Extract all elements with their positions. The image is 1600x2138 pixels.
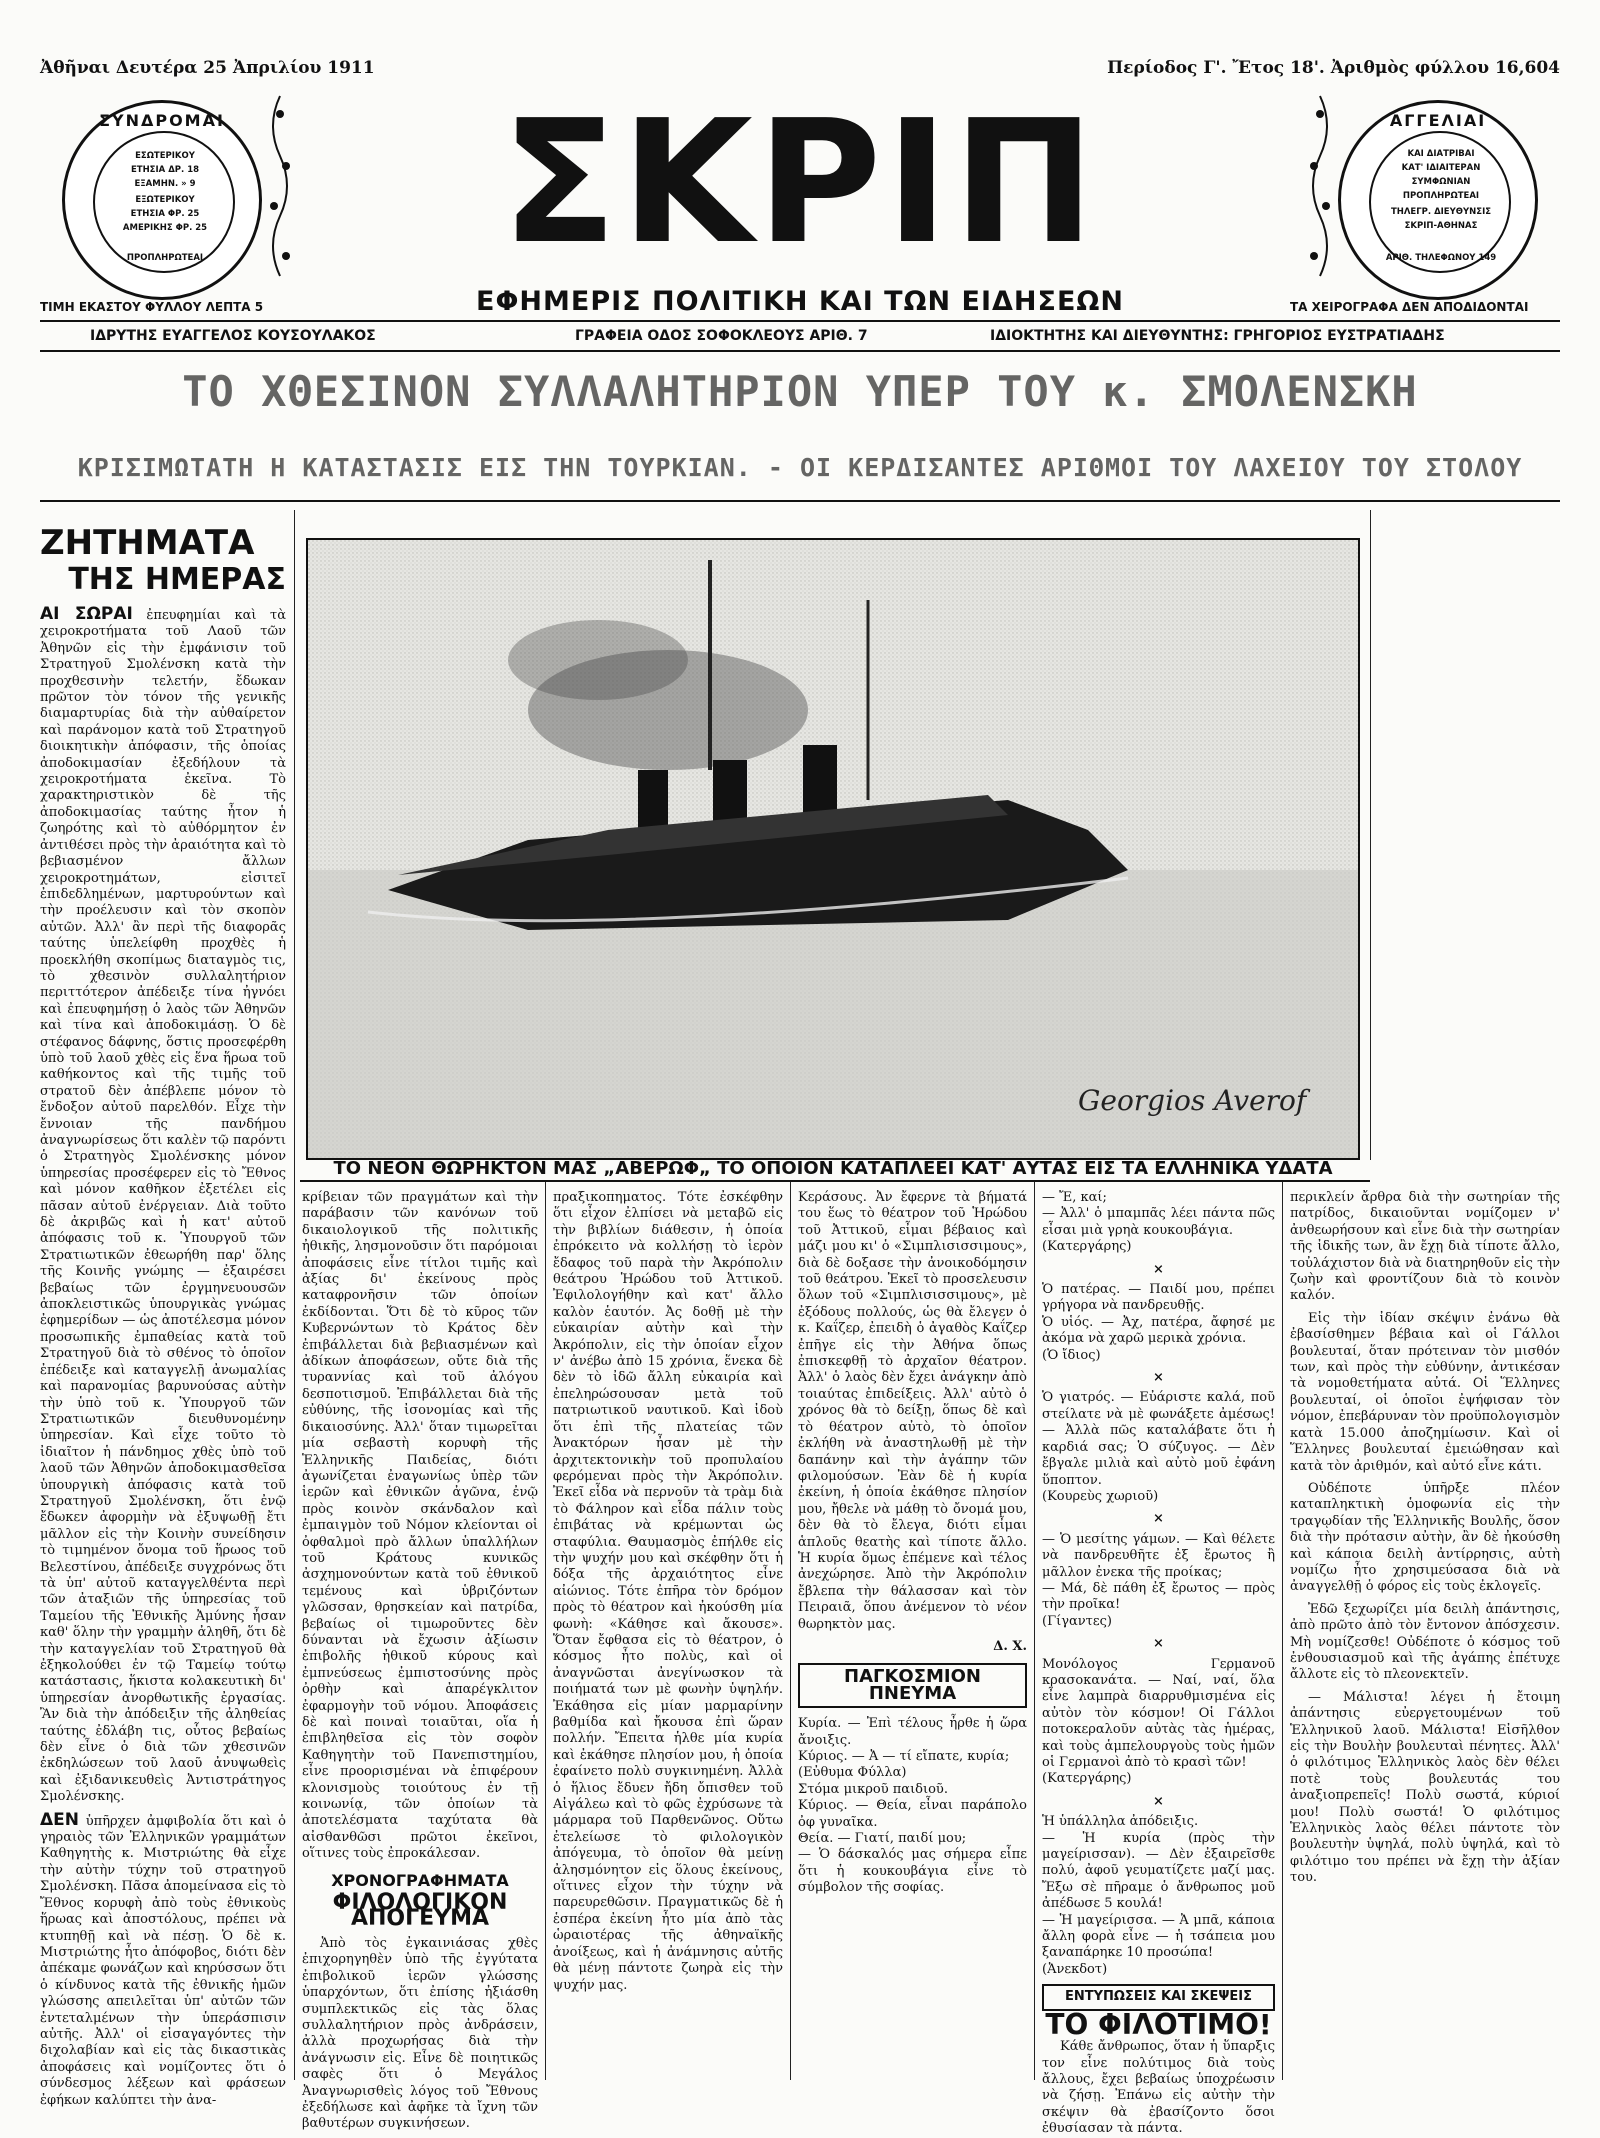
lead-word: ΑΙ ΣΩΡΑΙ — [40, 604, 133, 624]
newspaper-subtitle: ΕΦΗΜΕΡΙΣ ΠΟΛΙΤΙΚΗ ΚΑΙ ΤΩΝ ΕΙΔΗΣΕΩΝ — [476, 286, 1124, 317]
seal-line: ΑΜΕΡΙΚΗΣ ΦΡ. 25 — [122, 223, 208, 233]
article-paragraph: — Μάλιστα! λέγει ἡ ἔτοιμη ἀπάντησις εὐεργετουμένων τοῦ Ἑλληνικοῦ λαοῦ. Μάλιστα! Εἰσῆλθον εἰς τὴν Βουλὴν βουλευταὶ πένητες. Ἀλλ' ὁ φιλότιμος Ἑλληνικὸς λαὸς δὲν θέλει ποτὲ τοὺς βουλευτάς του ἀναξιοπρεπεῖς! Πολὺ σωστά, κύριοί μου! Πολὺ σωστά! Ὁ φιλότιμος Ἑλληνικὸς λαὸς θέλει πάντοτε τὸν βουλευτὴν ὑψηλά, πολὺ ὑψηλά, καὶ τὸ φιλότιμο του πρέπει νὰ ἔχῃ τὴν ἀξίαν του. — [1290, 1689, 1560, 1886]
section-heading: ΠΑΓΚΟΣΜΙΟΝ ΠΝΕΥΜΑ — [798, 1663, 1027, 1708]
column-five — [1042, 1190, 1275, 2137]
seal-line: ΚΑΙ ΔΙΑΤΡΙΒΑΙ — [1407, 149, 1475, 159]
article-paragraph: Κεράσους. Ἀν ἔφερνε τὰ βήματά του ἕως τὸ θέατρον τοῦ Ἡρώδου τοῦ Ἀττικοῦ, εἶμαι βέβαιος καὶ μάζι μου κι' ὁ «Σιμπλισισσιμους», διὰ δὲ δοξασε τὴν ἀνοικοδόμησιν τοῦ θεάτρου. Ἐκεῖ τὸ προσελευσιν ὅλων τοῦ «Σιμπλισισσιμους», μὲ ἐξόδους πολλούς, ὡς θὰ ἔλεγεν ὁ κ. Καΐζερ, ἐπειδὴ ὁ ἀγαθὸς Καΐζερ ἐπῆγε εἰς τὴν Ἀθήνα ὅπως ἐπισκεφθῇ τὸ ἀρχαῖον θέατρον. Ἀλλ' ὁ λαὸς δὲν ἔχει ἀνάγκην ἀπὸ τοιαύτας ἐπιδείξεις. Ἀλλ' αὐτὸ ὁ χρόνος θὰ τὸ δείξῃ, ὅπως δὲ καὶ τὸ θέατρον αὐτὸ, τὸ ὁποῖον ἐκλήθη νὰ ἀναστηλωθῇ μὲ τὴν δαπάνην καὶ τὴν ἀγάπην τῶν φιλομούσων. Ἐὰν δὲ ἡ κυρία ἐκείνη, ἡ ὁποία ἐκάθησε πλησίον μου, ἤθελε νὰ μάθῃ τὸ ὄνομά μου, δὲν θὰ τὸ ἔλεγα, διότι εἶμαι ἁπλοῦς θεατὴς καὶ τίποτε ἄλλο. Ἡ κυρία ὅμως ἐπέμενε καὶ τέλος ἀνεχώρησε. Ἀπὸ τὴν Ἀκρόπολιν ἔβλεπα τὴν θάλασσαν καὶ τὸν Πειραιᾶ, ὅπου ἀνέμενον τὸ νέον θωρηκτὸν μας. — [798, 1190, 1027, 1632]
article-signature: Δ. Χ. — [993, 1638, 1027, 1654]
separator-mark: × — [1153, 1261, 1164, 1277]
banner-subheadline: ΚΡΙΣΙΜΩΤΑΤΗ Η ΚΑΤΑΣΤΑΣΙΣ ΕΙΣ ΤΗΝ ΤΟΥΡΚΙΑΝ. - ΟΙ ΚΕΡΔΙΣΑΝΤΕΣ ΑΡΙΘΜΟΙ ΤΟΥ ΛΑΧΕΙΟΥ ΤΟΥ ΣΤΟΛΟΥ — [77, 453, 1523, 482]
ornament-vine-right — [1304, 96, 1336, 276]
joke-paragraph: — Ὁ μεσίτης γάμων. — Καὶ θέλετε νὰ πανδρευθῆτε ἐξ ἔρωτος ἢ μᾶλλον ἐνεκα τῆς προίκας; — Μά, δὲ πάθη ἐξ ἔρωτος — πρὸς τὴν προῖκα! (Γίγαντες) — [1042, 1531, 1275, 1629]
separator-mark: × — [1153, 1511, 1164, 1527]
joke-paragraph: Ὁ πατέρας. — Παιδί μου, πρέπει γρήγορα νὰ πανδρευθῇς. Ὁ υἱός. — Ἀχ, πατέρα, ἄφησέ με ἀκόμα νὰ χαρῶ μερικὰ χρόνια. (Ὁ ἴδιος) — [1042, 1282, 1275, 1363]
column-rule — [1282, 1182, 1283, 2080]
seal-line: ΑΡΙΘ. ΤΗΛΕΦΩΝΟΥ 149 — [1385, 253, 1497, 263]
column-rule — [1034, 1182, 1035, 2080]
seal-title: ΑΓΓΕΛΙΑΙ — [1389, 111, 1487, 130]
article-paragraph: πραξικοπηματος. Τότε ἐσκέφθην ὅτι εἶχον ἐλπίσει νὰ μεταβῶ εἰς τὴν βιβλίων διάθεσιν, ἡ ὁποία ἐπρόκειτο νὰ κολλήσῃ τὸ ἱερὸν ἔδαφος τοῦ παρὰ τὴν Ἀκρόπολιν θεάτρου Ἡρώδου τοῦ Ἀττικοῦ. Ἐφιλολογήθην καὶ κατ' ἄλλο καλὸν ἑαυτόν. Ἀς δοθῇ μὲ τὴν εὐκαιρίαν αὐτὴν καὶ τὴν Ἀκρόπολιν, εἰς τὴν ὁποίαν εἶχον ν' ἀνέβω ἀπὸ 15 χρόνια, ἕνεκα δὲ δὲν τὸ ἰδῶ ἄλλη εὐκαιρία καὶ ἐπεληρώσουσαν μετὰ τοῦ πατριωτικοῦ ναυτικοῦ. Καὶ ἰδοὺ ὅτι ἐπὶ τῆς πλατείας τῶν Ἀνακτόρων ἦσαν μὲ τὴν ἀρχιτεκτονικὴν τοῦ προπυλαίου φερόμεναι πρὸς τὴν Ἀκρόπολιν. Ἐκεῖ εἶδα νὰ περνοῦν τὰ τρὰμ διὰ τὸ Φάληρον καὶ εἶδα πάλιν τοὺς ἐπιβάτας νὰ κρέμωνται ὡς σταφύλια. Θαυμασμὸς ἐπήλθε εἰς τὴν ψυχήν μου καὶ σκέφθην ὅτι ἡ δόξα τῆς ἀρχαιότητος εἶνε αἰώνιος. Τότε ἐπῆρα τὸν δρόμον πρὸς τὸ θέατρον καὶ ἠκούσθη μία φωνὴ: «Κάθησε καὶ ἄκουσε». Ὅταν ἔφθασα εἰς τὸ θέατρον, ὁ κόσμος ἦτο πολὺς, καὶ οἱ ἀναγνῶσται ἀνεγίνωσκον τὰ ποιήματά των μὲ φωνὴν ὑψηλήν. Ἐκάθησα εἰς μίαν μαρμαρίνην βαθμίδα καὶ ἤκουσα ἐπὶ ὥραν πολλήν. Ἔπειτα ἡλθε μία κυρία καὶ ἐκάθησε πλησίον μου, ἡ ὁποία ἐφαίνετο πολὺ συγκινημένη. Ἀλλὰ ὁ ἥλιος ἔδυεν ἤδη ὄπισθεν τοῦ Αἰγάλεω καὶ τὸ φῶς ἐχρύσωνε τὰ μάρμαρα τοῦ Παρθενῶνος. Οὕτω ἐτελείωσε τὸ φιλολογικὸν ἀπόγευμα, τὸ ὁποῖον θὰ μείνῃ ἀλησμόνητον εἰς ὅλους ἐκείνους, οἵτινες εἶχον τὴν τύχην νὰ παρευρεθῶσιν. Πραγματικῶς δὲ ἡ ἑσπέρα ἐκείνη ἦτο μία ἀπὸ τὰς ὡραιοτέρας τῆς ἀθηναϊκῆς ἀνοίξεως, καὶ ἡ ἀνάμνησις αὐτῆς θὰ μένῃ πάντοτε ζωηρὰ εἰς τὴν ψυχήν μας. — [553, 1190, 783, 1993]
column-rule — [1370, 510, 1371, 1160]
seal-line: ΠΡΟΠΛΗΡΩΤΕΑΙ — [126, 253, 204, 263]
article-paragraph: ἐπευφημίαι καὶ τὰ χειροκροτήματα τοῦ Λαοῦ τῶν Ἀθηνῶν εἰς τὴν ἐμφάνισιν τοῦ Στρατηγοῦ Σμολένσκη κατὰ τὴν προχθεσινὴν τελετήν, ἔδωκαν πρῶτον τὸν τόνον τῆς γενικῆς διαμαρτυρίας διὰ τὴν αὐθαίρετον καὶ παράνομον κατὰ τοῦ Στρατηγοῦ διοικητικὴν ἀπόφασιν, τῆς ὁποίας ἀποδοκιμασίαν ἐξεδήλουν τὰ χειροκροτήματα ἐκεῖνα. Τὸ χαρακτηριστικὸν δὲ τῆς ἀποδοκιμασίας ταύτης ἦτον ἡ ζωηρότης καὶ τὸ αὐθόρμητον ἐν ἀντιθέσει πρὸς τὴν ἀραιότητα καὶ τὸ βεβιασμένον ἄλλων χειροκροτημάτων, εἰσιτεῖ ἐπιδεδλημένων, μαρτυρούντων καὶ τὴν προέλευσιν καὶ τὸν σκοπὸν αὐτῶν. Ἀλλ' ἂν περὶ τῆς διαφορᾶς ταύτης ὑπελείφθη προχθὲς ἡ προεκλήθη σκοπίμως διαταγμὸς τις, τὸ χθεσινὸν συλλαλητήριον περιττότερον ἀπέδειξε τίνα ἠγνόει καὶ ἐπευφημήσῃ ὁ λαὸς τῶν Ἀθηνῶν καὶ τίνα καὶ ἀποδοκιμάσῃ. Ὁ δὲ στέφανος δάφνης, ὅστις προσεφέρθη ὑπὸ τοῦ λαοῦ χθὲς εἰς ἕνα ἥρωα τοῦ καθήκοντος καὶ τῆς τιμῆς τοῦ στρατοῦ δὲν ἀπέβλεπε μόνον τὸ ἔνδοξον αὐτοῦ παρελθόν. Εἶχε τὴν ἔννοιαν τῆς πανδήμου ἀναγνωρίσεως ὅτι καλὲν τῷ παρόντι ὁ Στρατηγὸς Σμολένσκης μόνον ὑπηρεσίας προσέφερεν εἰς τὸ Ἔθνος καὶ μόνον καθῆκον ἐξετέλει εἰς πᾶσαν αὐτοῦ ἐνέργειαν. Διὰ τοῦτο δὲ ἀκριβῶς καὶ ἡ κατ' αὐτοῦ ἀπόφασις τοῦ κ. Ὑπουργοῦ τῶν Στρατιωτικῶν ἐθεωρήθη παρ' ὅλης τῆς Κοινῆς γνώμης — ἐξαιρέσει βεβαίως τῶν ἐργμηνευουσῶν ἀποκλειστικῶς ὑπουργικὰς γνώμας ἐφημερίδων — ὡς ἀποτέλεσμα μόνον προσωπικῆς ἐμπαθείας κατὰ τοῦ Στρατηγοῦ διὰ τὸ σθένος τὸ ὁποῖον ἐπέδειξε καὶ καταγγελῇ ἀνωμαλίας καὶ παρανομίας βαρυνούσας αὐτὴν τὴν ὑπὸ τοῦ κ. Ὑπουργοῦ τῶν Στρατιωτικῶν διευθυνομένην ὑπηρεσίαν. Καὶ εἶχε τοῦτο τὸ ἰδιαῖτον ἡ πάνδημος χθὲς ὑπὸ τοῦ λαοῦ τῶν Ἀθηνῶν ἀποδοκιμασθεῖσα ὑπουργικὴ ἀπόφασις κατὰ τοῦ Στρατηγοῦ Σμολένσκη, ὅτι ἐνῷ ἔδωκεν ἀφορμὴν νὰ ἐξυψωθῇ ἔτι μᾶλλον εἰς τὴν Κοινὴν συνείδησιν τὸ τιμημένον ὄνομα τοῦ ἥρωος τοῦ Βελεστίνου, ἀπέδειξε συγχρόνως ὅτι τὰ ὑπ' αὐτοῦ καταγγελθέντα περὶ τῶν ἀταξιῶν τῆς ὑπηρεσίας τοῦ Ταμείου τῆς Ἐθνικῆς Ἀμύνης ἦσαν καθ' ὅλην τὴν γραμμὴν ἀληθῆ, ὅτι δὲ τὴν καταγγελίαν τοῦ Στρατηγοῦ θὰ ἐξηκολούθει ἐν τῷ Ταμείῳ τούτῳ κατάστασις, ἥκιστα κολακευτικὴ δι' ὑπηρεσίαν ἀνορθωτικῆς ἐργασίας. Ἂν διὰ τὴν ἀπόδειξιν τῆς ἀληθείας ταύτης ἐδλάβη τις, οὗτος βεβαίως δὲν εἶνε ὁ διὰ τῶν χθεσινῶν ἐκδηλώσεων τοῦ λαοῦ ἀνυψωθεὶς καὶ ἐξιδανικευθεὶς Ἀντιστράτηγος Σμολένσκης. — [40, 608, 286, 1805]
separator-mark: × — [1153, 1370, 1164, 1386]
seal-line: ΚΑΤ' ΙΔΙΑΙΤΕΡΑΝ — [1401, 163, 1481, 173]
column-six — [1290, 1190, 1560, 2080]
article-paragraph: Κυρία. — Ἐπὶ τέλους ἦρθε ἡ ὥρα ἄνοιξις. Κύριος. — Ἀ — τί εἴπατε, κυρία; (Εὐθυμα Φύλλα) Στόμα μικροῦ παιδιοῦ. Κύριος. — Θεία, εἶναι παράπολο ὀφ γυναῖκα. Θεία. — Γιατί, παιδί μου; — Ὁ δάσκαλός μας σήμερα εἶπε ὅτι ἡ κουκουβάγια εἶνε τὸ σύμβολον τῆς σοφίας. — [798, 1716, 1027, 1896]
banner-headline: ΤΟ ΧΘΕΣΙΝΟΝ ΣΥΛΛΑΛΗΤΗΡΙΟΝ ΥΠΕΡ ΤΟΥ κ. ΣΜΟΛΕΝΣΚΗ — [182, 367, 1418, 416]
column-three — [553, 1190, 783, 2080]
offices-line: ΓΡΑΦΕΙΑ ΟΔΟΣ ΣΟΦΟΚΛΕΟΥΣ ΑΡΙΘ. 7 — [575, 328, 868, 344]
seal-line: ΠΡΟΠΛΗΡΩΤΕΑΙ — [1402, 191, 1480, 201]
article-headline: ΦΙΛΟΛΟΓΙΚΟΝ ΑΠΟΓΕΥΜΑ — [332, 1890, 508, 1932]
seal-line: ΕΣΩΤΕΡΙΚΟΥ — [135, 151, 195, 161]
seal-line: ΣΥΜΦΩΝΙΑΝ — [1411, 177, 1471, 187]
top-line — [40, 58, 1560, 84]
info-rule — [40, 350, 1560, 352]
article-paragraph: ὑπῆρχεν ἀμφιβολία ὅτι καὶ ὁ γηραιὸς τῶν Ἑλληνικῶν γραμμάτων Καθηγητὴς κ. Μιστριώτης θὰ εἶχε τὴν αὐτὴν τύχην τοῦ στρατηγοῦ Σμολένσκη. Πᾶσα ἀπομείνασα εἰς τὸ Ἔθνος κορυφὴ ἀπὸ τοὺς ἐθνικοὺς ἥρωας καὶ ἀποστόλους, πρέπει νὰ κτυπηθῇ καὶ νὰ πέσῃ. Ὁ δὲ κ. Μιστριώτης ἦτο ἀπόφοβος, διότι δὲν ἀπέκαμε φωνάζων καὶ κηρύσσων ὅτι ὁ κίνδυνος κατὰ τῆς ἐθνικῆς ἡμῶν γλώσσης απειλεῖται ὑπ' αὐτῶν τῶν ἐντεταλμένων τὴν ὑπεράσπισιν αὐτῆς. Ἀλλ' οἱ εἰσαγαγόντες τὴν διχολαβίαν καὶ εἰς τὰς δικαστικὰς ἀποφάσεις καὶ νομίζοντες ὅτι ὁ σύνδεσμος λέξεων καὶ φράσεων ἐφήκων καλύπτει τὴν ἀνα- — [40, 1813, 286, 2108]
photo-signature: Georgios Averof — [1078, 1084, 1307, 1117]
column-four — [798, 1190, 1027, 2080]
separator-mark: × — [1153, 1636, 1164, 1652]
column-two — [302, 1190, 538, 2132]
battleship-photo — [306, 538, 1360, 1160]
seal-line: ΕΤΗΣΙΑ ΔΡ. 18 — [130, 165, 200, 175]
masthead-rule — [40, 320, 1560, 322]
joke-paragraph: — Ἔ, καί; — Ἀλλ' ὁ μπαμπᾶς λέει πάντα πῶς εἶσαι μιὰ γρηὰ κουκουβάγια. (Κατεργάρης) — [1042, 1190, 1275, 1255]
article-paragraph: περικλείν ἄρθρα διὰ τὴν σωτηρίαν τῆς πατρίδος, δικαιοῦνται νομίζομεν ν' ἀνθεωρήσουν καὶ εἶνε διὰ τὴν σωτηρίαν τῆς ἰδικῆς των, ἂν ἔχῃ διὰ τίποτε ἄλλο, τοὐλάχιστον διὰ νὰ διατηρηθοῦν εἰς τὴν ζωὴν καὶ φροντίζουν διὰ τὸ κοινὸν καλόν. — [1290, 1190, 1560, 1304]
owner-line: ΙΔΙΟΚΤΗΤΗΣ ΚΑΙ ΔΙΕΥΘΥΝΤΗΣ: ΓΡΗΓΟΡΙΟΣ ΕΥΣΤΡΑΤΙΑΔΗΣ — [990, 328, 1445, 344]
lead-word: ΔΕΝ — [40, 1809, 79, 1830]
seal-title: ΣΥΝΔΡΟΜΑΙ — [99, 111, 225, 130]
section-heading: ΧΡΟΝΟΓΡΑΦΗΜΑΤΑ — [331, 1870, 509, 1890]
article-paragraph: Οὐδέποτε ὑπῆρξε πλέον καταπληκτικὴ ὁμοφωνία εἰς τὴν τραγῳδίαν τῆς Ἑλληνικῆς Βουλῆς, ὅσον διὰ τὴν πρότασιν αὐτὴν, ἂν δὲ ἠκούσθη καὶ κάποια δειλὴ ἀντίρρησις, αὐτὴ νομίζω ἦτο χρησιμεύσασα διὰ νὰ ἀναγγελθῇ ὁ φόρος εἰς τοὺς ἐκλογεῖς. — [1290, 1480, 1560, 1595]
section-heading: ΖΗΤΗΜΑΤΑ — [40, 523, 255, 563]
article-paragraph: Ἐδῶ ξεχωρίζει μία δειλὴ ἀπάντησις, ἀπὸ πρῶτο ἀπὸ τὸν ἔντονον ἀπόσχεσιν. Μὴ νομίζεσθε! Οὐδέποτε ὁ κόσμος τοῦ ἐνθουσιασμοῦ καὶ τῆς ἀγάπης ἐπέτυχε ἄλλοτε εἰς τὸ πλεονεκτεῖν. — [1290, 1601, 1560, 1683]
banner-rule — [40, 500, 1560, 502]
article-paragraph: Κάθε ἄνθρωπος, ὅταν ἡ ὕπαρξις τον εἶνε πολύτιμος διὰ τοὺς ἄλλους, ἔχει βεβαίως ὑποχρέωσιν νὰ ζήσῃ. Ἐπάνω εἰς αὐτὴν τὴν σκέψιν θὰ ἐβασίζοντο ὅσοι ἐθυσίασαν τὰ πάντα. — [1042, 2039, 1275, 2137]
article-paragraph: κρίβειαν τῶν πραγμάτων καὶ τὴν παράβασιν τῶν κανόνων τοῦ δικαιολογικοῦ τῆς πολιτικῆς ἠθικῆς, λησμονοῦσιν ὅτι παρόμοιαι ἀποφάσεις εἶνε τίτλοι τιμῆς καὶ ἀξίας δι' ἐκείνους πρὸς καταφρονῆσιν τῶν ὁποίων ἐκδίδονται. Ὅτι δὲ τὸ κῦρος τῶν Κυβερνώντων τὸ Κράτος δὲν ἐπιβάλλεται διὰ βεβιασμένων καὶ ἀδίκων ἀποφάσεων, οὔτε διὰ τῆς τυραννίας καὶ τοῦ ἀλόγου δεσποτισμοῦ. Ἐπιβάλλεται διὰ τῆς εὐθύνης, τῆς ἰσονομίας καὶ τῆς δικαιοσύνης. Ἀλλ' ὅταν τιμωρεῖται μία σεβαστὴ κορυφὴ τῆς Ἑλληνικῆς Παιδείας, διότι ἀγωνίζεται ἐναγωνίως ὑπὲρ τῶν ἱερῶν καὶ ἐθνικῶν ἀγῶνα, ἐνῷ πρὸς κοινὸν σκάνδαλον καὶ ἐμπαιγμὸν τοῦ Νόμον κλείονται οἱ ὀφθαλμοὶ πρὸ ἄλλων ὑπαλλήλων τοῦ Κράτους κυνικῶς ἀσχημονούντων κατὰ τοῦ ἐθνικοῦ τεμένους καὶ ὑβριζόντων γλῶσσαν, θρησκείαν καὶ πατρίδα, βεβαίως οἱ τιμωροῦντες δὲν δύνανται νὰ ἔχωσιν ἀξίωσιν ἐπιβολῆς ἠθικοῦ κύρους καὶ ἐμπνεύσεως ἐμπιστοσύνης πρὸς ὀρθὴν καὶ ἀπαρέγκλιτον ἐφαρμογὴν τοῦ νόμου. Ἀποφάσεις δὲ καὶ ποιναὶ τοιαῦται, οἵα ἡ ἐπιβληθεῖσα εἰς τὸν σοφὸν Καθηγητὴν τοῦ Πανεπιστημίου, εἶνε προορισμέναι νὰ ἐπιφέρουν κλονισμοὺς τοιούτους ἐν τῇ κοινωνίᾳ, τῶν ὁποίων τὰ ἀποτελέσματα ταχύτατα θὰ αἰσθανθῶσι πρῶτοι ἐκεῖνοι, οἵτινες τοὺς ἐπροκάλεσαν. — [302, 1190, 538, 1862]
seal-line: ΕΤΗΣΙΑ ΦΡ. 25 — [130, 209, 200, 219]
subscriptions-seal — [62, 100, 262, 300]
joke-paragraph: Ὁ γιατρός. — Εὐάριστε καλά, ποῦ στείλατε νὰ μὲ φωνάξετε ἀμέσως! — Ἀλλὰ πῶς καταλάβατε ὅτι ἡ καρδιά σας; Ὁ σύζυγος. — Δὲν ἔβγαλε μιλιὰ καὶ αὐτὸ μοῦ ἐφάνη ὕποπτον. (Κουρεὺς χωριοῦ) — [1042, 1390, 1275, 1504]
seal-line: ΤΗΛΕΓΡ. ΔΙΕΥΘΥΝΣΙΣ — [1390, 207, 1492, 217]
date-line: Ἀθῆναι Δευτέρα 25 Ἀπριλίου 1911 — [40, 58, 375, 78]
article-headline: ΤΟ ΦΙΛΟΤΙΜΟ! — [1045, 2007, 1272, 2041]
caption-rule — [300, 1180, 1370, 1182]
advertisements-seal — [1338, 100, 1538, 300]
founder-line: ΙΔΡΥΤΗΣ ΕΥΑΓΓΕΛΟΣ ΚΟΥΣΟΥΛΑΚΟΣ — [90, 328, 376, 344]
manuscripts-note: ΤΑ ΧΕΙΡΟΓΡΑΦΑ ΔΕΝ ΑΠΟΔΙΔΟΝΤΑΙ — [1290, 300, 1529, 314]
joke-paragraph: Ἡ ὑπάλληλα ἀπόδειξις. — Ἡ κυρία (πρὸς τὴν μαγείρισσαν). — Δὲν ἐξαιρεῖσθε πολύ, ἀφοῦ γευματίζετε μαζί μας. Ἔξω σὲ πῆραμε ὁ ἄνθρωπος μοῦ ἀπέδωσε 5 κουλά! — Ἡ μαγείρισσα. — Ἀ μπᾶ, κάποια ἄλλη φορὰ εἶνε — ἡ τσάπεια μου ξαναπάρηκε 10 προσώπα! (Ἀνεκδοτ) — [1042, 1814, 1275, 1977]
photo-caption: ΤΟ ΝΕΟΝ ΘΩΡΗΚΤΟΝ ΜΑΣ „ΑΒΕΡΩΦ„ ΤΟ ΟΠΟΙΟΝ ΚΑΤΑΠΛΕΕΙ ΚΑΤ' ΑΥΤΑΣ ΕΙΣ ΤΑ ΕΛΛΗΝΙΚΑ ΥΔΑΤΑ — [333, 1158, 1333, 1179]
column-rule — [545, 1182, 546, 2080]
separator-mark: × — [1153, 1793, 1164, 1809]
seal-line: ΕΞΩΤΕΡΙΚΟΥ — [135, 195, 195, 205]
section-heading: ΕΝΤΥΠΩΣΕΙΣ ΚΑΙ ΣΚΕΨΕΙΣ — [1042, 1984, 1275, 2010]
seal-line: ΣΚΡΙΠ-ΑΘΗΝΑΣ — [1404, 221, 1478, 231]
newspaper-title: ΣΚΡΙΠ — [501, 84, 1099, 282]
column-rule — [294, 510, 295, 2080]
ornament-vine-left — [264, 96, 296, 276]
section-heading: ΤΗΣ ΗΜΕΡΑΣ — [68, 562, 286, 597]
battleship-averof-image — [308, 540, 1358, 1158]
price-note: ΤΙΜΗ ΕΚΑΣΤΟΥ ΦΥΛΛΟΥ ΛΕΠΤΑ 5 — [40, 300, 264, 314]
seal-line: ΕΞΑΜΗΝ. » 9 — [134, 179, 196, 189]
article-paragraph: Ἀπὸ τὸς ἐγκαινιάσας χθὲς ἐπιχορηγηθὲν ὑπὸ τῆς ἐγγύτατα ἐπιβολικοῦ ἱερῶν γλώσσης ὑπαρχόντων, ὅτι ἐπίσης ἠξιάσθη συμπλεκτικῶς εἰς τὰς ὅλας συλλαλητήριον πρὸς ἀνδράσειν, ἀλλὰ προχωρήσας διὰ τὴν ἀνάγνωσιν εἰς. Εἶνε δὲ ποιητικῶς σαφὲς ὅτι ὁ Μεγάλος Ἀναγνωρισθεὶς λόγος τοῦ Ἔθνους ἐξεδήλωσε καὶ ἀφῆκε τὰ ἴχνη τῶν βαθυτέρων συγκινήσεων. — [302, 1935, 538, 2132]
column-rule — [790, 1182, 791, 2080]
article-paragraph: Εἰς τὴν ἰδίαν σκέψιν ἐνάνω θὰ ἐβασίσθημεν βέβαια καὶ οἱ Γάλλοι βουλευταί, ὅταν πρότειναν τὸν μισθόν των, καὶ πρὸς τὴν εὐθύνην, ἀντικέσαν τὰ νομοθετήματα αὐτά. Οἱ Ἕλληνες βουλευταί, οἱ ὁποῖοι ἐψήφισαν τὸν νόμον, ἐπεβάρυναν τὸν προϋπολογισμὸν κατὰ 15.000 ἀποζημίωσιν. Καὶ οἱ Ἕλληνες βουλευταί ἐμειώθησαν καὶ κατὰ τὸν ἀριθμόν, καὶ αὐτό εἶνε κάτι. — [1290, 1310, 1560, 1474]
column-issues-of-the-day — [40, 523, 286, 2108]
joke-paragraph: Μονόλογος Γερμανοῦ κρασοκανάτα. — Ναί, ναί, ὅλα εἶνε λαμπρὰ διαρρυθμισμένα εἰς αὐτὸν τὸν κόσμον! Οἱ Γάλλοι ποτοκεραλοῦν αὐτὰς τὰς ἡμέρας, καὶ τοὺς ἁμπελουργοὺς τοὺς ἡμῶν οἱ Γερμανοὶ ἀπὸ τὸ κρασὶ τῶν! (Κατεργάρης) — [1042, 1656, 1275, 1787]
issue-line: Περίοδος Γ'. Ἔτος 18'. Ἀριθμὸς φύλλου 16,604 — [1107, 58, 1560, 78]
